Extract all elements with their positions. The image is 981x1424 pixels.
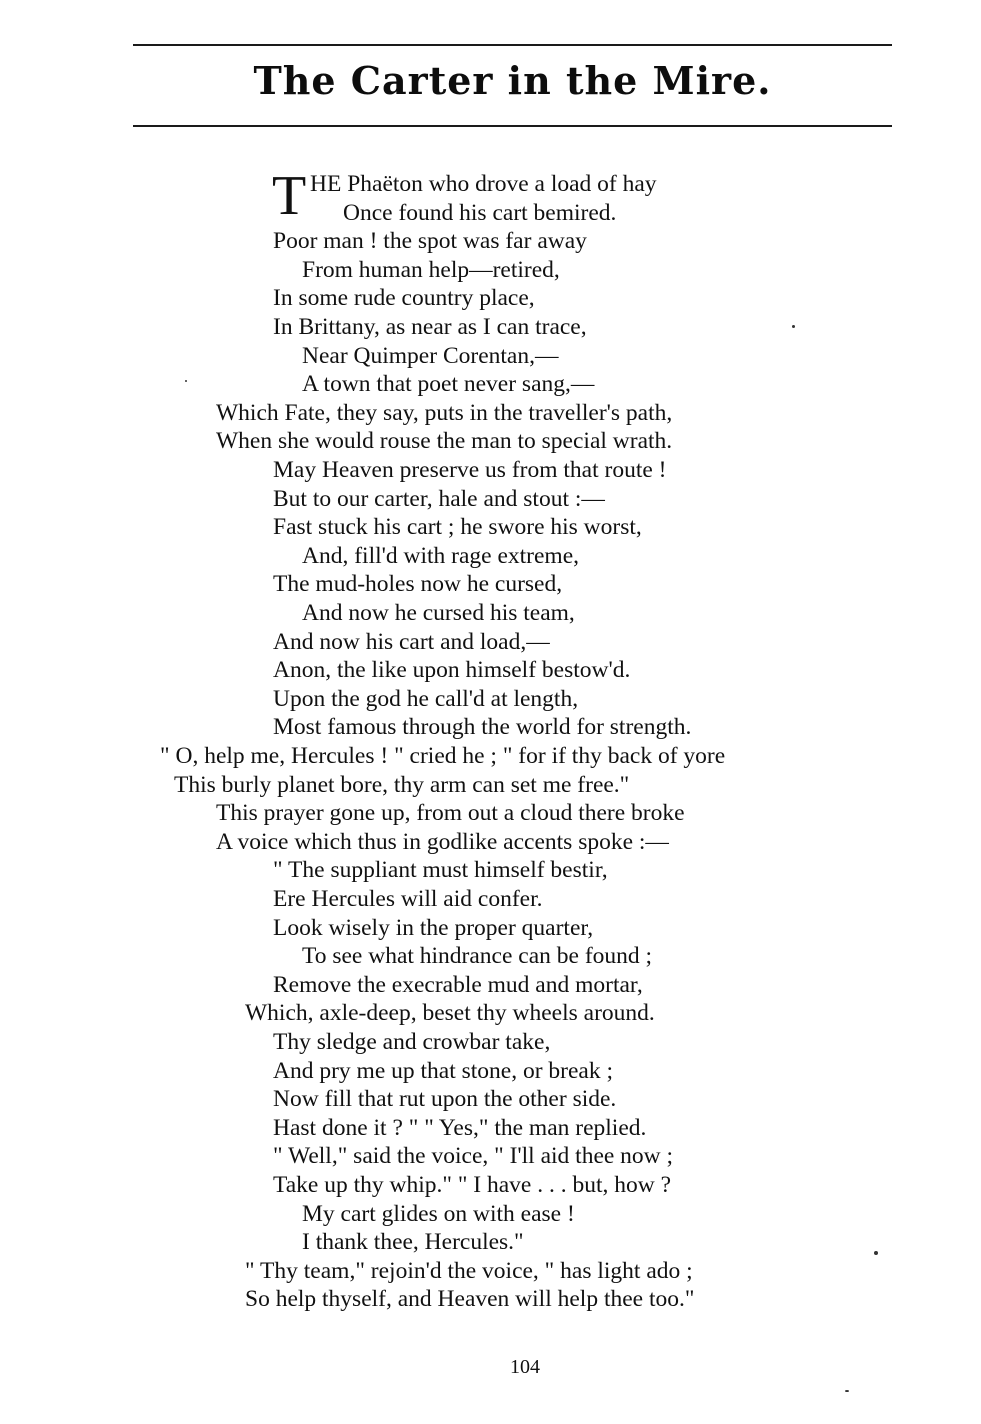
poem-line: I thank thee, Hercules." (302, 1229, 524, 1256)
poem-line: Hast done it ? " " Yes," the man replied. (273, 1114, 647, 1141)
print-speck (845, 1390, 849, 1392)
poem-line: Anon, the like upon himself bestow'd. (273, 657, 631, 684)
poem-line: This burly planet bore, thy arm can set me free." (174, 771, 630, 798)
poem-line: In Brittany, as near as I can trace, (273, 314, 587, 340)
poem-line: The mud-holes now he cursed, (273, 571, 563, 598)
poem-line: Remove the execrable mud and mortar, (273, 971, 643, 998)
poem-line: Most famous through the world for strength. (273, 714, 692, 741)
poem-line: Ere Hercules will aid confer. (273, 886, 543, 912)
poem-line: " The suppliant must himself bestir, (273, 857, 608, 884)
poem-line: In some rude country place, (273, 285, 535, 312)
poem-line: Upon the god he call'd at length, (273, 685, 579, 712)
top-rule (133, 44, 892, 46)
poem-line: My cart glides on with ease ! (302, 1200, 575, 1227)
poem-line: When she would rouse the man to special wrath. (216, 428, 673, 455)
print-speck (792, 325, 795, 328)
poem-line: This prayer gone up, from out a cloud there broke (216, 800, 685, 827)
poem-line: From human help—retired, (302, 256, 560, 283)
poem-line: Near Quimper Corentan,— (302, 342, 559, 369)
poem-line: Fast stuck his cart ; he swore his worst, (273, 514, 642, 541)
page-title: The Carter in the Mire. (253, 58, 772, 103)
poem-line: A town that poet never sang,— (302, 371, 595, 398)
poem-line: Thy sledge and crowbar take, (273, 1029, 551, 1055)
poem-line: So help thyself, and Heaven will help thee too." (245, 1286, 695, 1313)
page-number: 104 (510, 1356, 540, 1378)
print-speck (874, 1251, 878, 1255)
poem-line: Look wisely in the proper quarter, (273, 914, 594, 941)
poem-line: " Thy team," rejoin'd the voice, " has light ado ; (245, 1257, 693, 1284)
poem-line: And now he cursed his team, (302, 600, 575, 626)
print-speck (185, 380, 187, 382)
poem-line: Once found his cart bemired. (343, 199, 617, 226)
poem-line: A voice which thus in godlike accents spoke :— (216, 828, 669, 855)
poem-line: " Well," said the voice, " I'll aid thee now ; (273, 1143, 674, 1170)
poem-line: HE Phaëton who drove a load of hay (310, 171, 657, 197)
poem-line: And pry me up that stone, or break ; (273, 1057, 614, 1084)
poem-line: May Heaven preserve us from that route ! (273, 457, 667, 483)
poem-line: " O, help me, Hercules ! " cried he ; " for if thy back of yore (160, 743, 726, 769)
poem-line: And, fill'd with rage extreme, (302, 542, 580, 569)
poem-line: Now fill that rut upon the other side. (273, 1086, 617, 1113)
poem-line: Take up thy whip." " I have . . . but, how ? (273, 1172, 672, 1198)
poem-line: To see what hindrance can be found ; (302, 943, 653, 970)
poem-line: Which Fate, they say, puts in the traveller's path, (216, 399, 673, 426)
poem-line: But to our carter, hale and stout :— (273, 485, 605, 512)
poem-line: And now his cart and load,— (273, 628, 550, 655)
bottom-rule (133, 125, 892, 127)
poem-line: Which, axle-deep, beset thy wheels around. (245, 1000, 655, 1027)
drop-cap: T (272, 165, 307, 227)
poem-line: Poor man ! the spot was far away (273, 228, 587, 255)
